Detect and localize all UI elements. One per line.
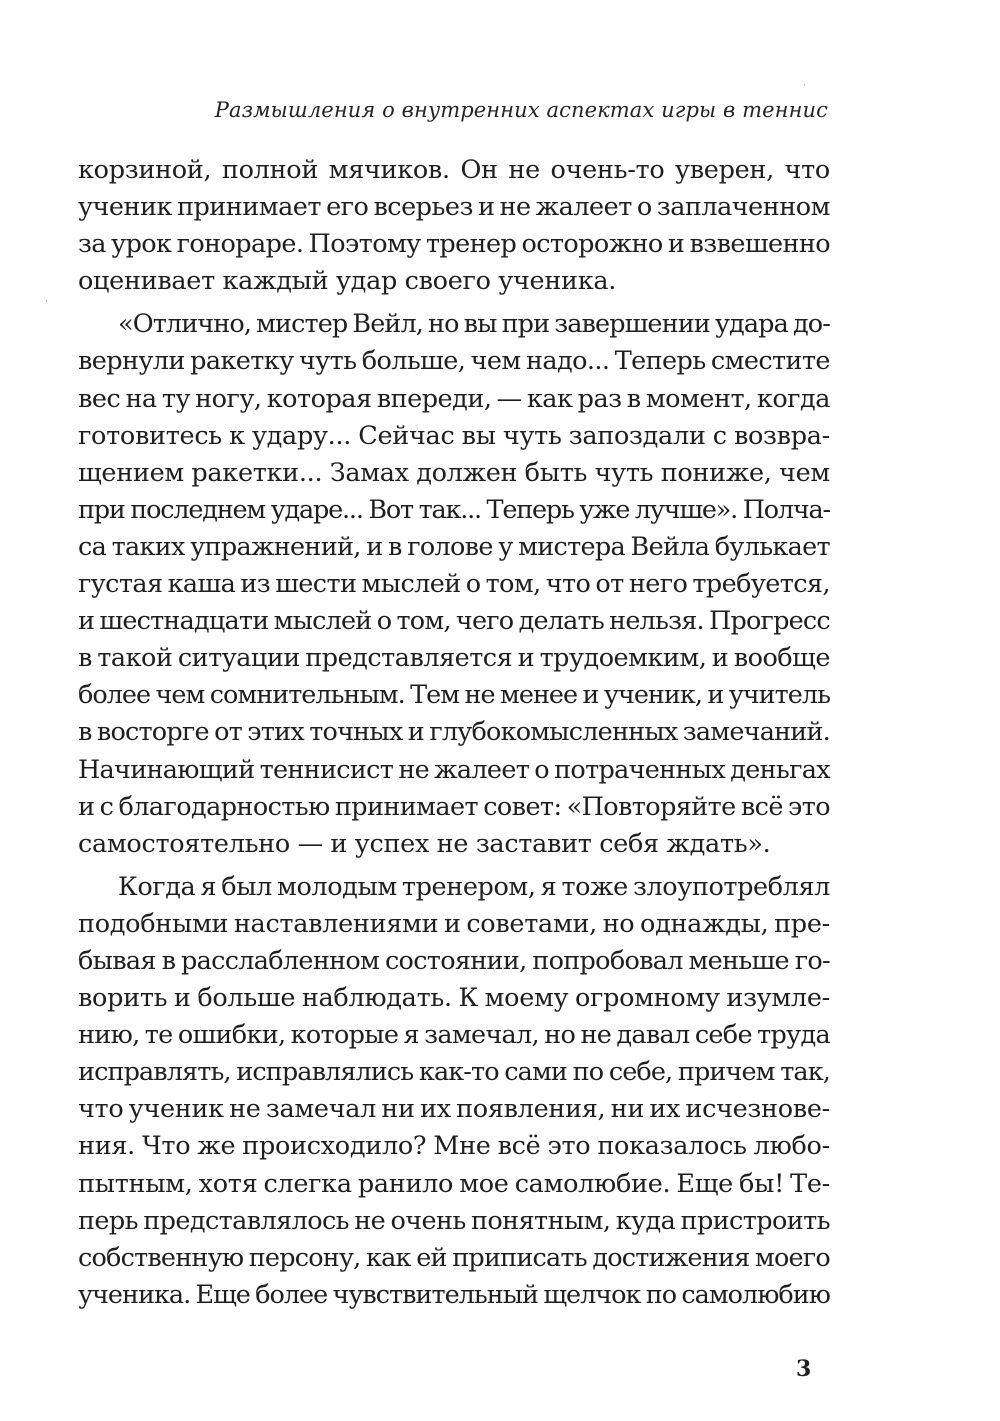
word: пытным, [78, 1168, 193, 1199]
word: него [628, 569, 688, 600]
word: по [645, 1279, 677, 1310]
word: ранило [357, 1168, 454, 1199]
word: не [436, 828, 469, 859]
word: ту [161, 383, 190, 414]
word: более [78, 680, 151, 711]
word: чем [779, 457, 830, 488]
word: — [496, 383, 522, 414]
text-line [78, 566, 830, 603]
word: ученик, [603, 680, 702, 711]
word: Он [460, 155, 498, 185]
word: ученик [128, 1094, 224, 1125]
text-line [78, 306, 830, 343]
word: о [465, 569, 481, 600]
text-line [78, 1277, 830, 1314]
word: ученика. [78, 1279, 191, 1310]
word: чего [455, 606, 514, 637]
word: подобными [78, 908, 229, 939]
text-line [78, 752, 830, 789]
word: бывая [78, 945, 156, 976]
word: мыслей [361, 569, 461, 600]
word: из [240, 569, 271, 600]
word: уверен, [675, 155, 774, 185]
word: Мне [433, 1131, 491, 1162]
word: шести [275, 569, 357, 600]
word: и [477, 192, 495, 223]
word: по [572, 1057, 604, 1088]
word: упражнений, [190, 531, 361, 562]
text-line [78, 1017, 830, 1054]
word: но [544, 1020, 576, 1051]
page-number: 3 [796, 1356, 812, 1382]
word: замечал [265, 1094, 377, 1125]
word: мистер [256, 309, 348, 340]
word: ворить [78, 983, 168, 1014]
word: мячиков. [328, 155, 450, 185]
word: которая [266, 383, 372, 414]
text-line [78, 152, 830, 189]
word: себе [694, 1020, 752, 1051]
running-header: Размышления о внутренних аспектах игры в теннис [214, 98, 828, 122]
word: Прогресс [709, 606, 830, 637]
word: ни [381, 1094, 415, 1125]
word: когда [756, 383, 830, 414]
word: не [398, 754, 429, 785]
word: и [711, 643, 729, 674]
text-line [78, 714, 830, 751]
word: самолюбию [681, 1279, 830, 1310]
word: появления, [456, 1094, 606, 1125]
word: Сейчас [358, 420, 455, 451]
text-line [78, 418, 830, 455]
word: перь [78, 1205, 138, 1236]
word: с [99, 791, 114, 822]
word: принимает [334, 791, 479, 822]
word: Вейла [630, 531, 710, 562]
word: ния. [78, 1131, 135, 1162]
text-line [78, 640, 830, 677]
word: их [420, 1094, 451, 1125]
word: исправлялись [236, 1057, 414, 1088]
word: показалось [597, 1131, 747, 1162]
word: очень-то [550, 155, 665, 185]
word: представляется [305, 643, 513, 674]
word: но [428, 309, 459, 340]
word: не [229, 1094, 261, 1125]
word: булькает [714, 531, 830, 562]
word: удара [714, 309, 788, 340]
word: злоупотреблял [632, 871, 830, 902]
word: с [712, 420, 727, 451]
word: благодарностью [118, 791, 330, 822]
word: приписать [452, 1242, 587, 1273]
word: в [388, 531, 402, 562]
word: такой [97, 643, 173, 674]
text-line [78, 906, 830, 943]
word: и [173, 983, 191, 1014]
word: уже [579, 494, 630, 525]
word: однажды, [640, 908, 769, 939]
text-line [78, 343, 830, 380]
word: ни [610, 1094, 645, 1125]
word: как [366, 1242, 411, 1273]
word: так... [418, 494, 481, 525]
word: моему [484, 983, 569, 1014]
word: расслабленном [180, 945, 380, 976]
word: вес [78, 383, 121, 414]
word: на [125, 383, 157, 414]
word: огромному [574, 983, 720, 1014]
text-line [78, 529, 830, 566]
scan-speck [804, 84, 805, 86]
word: ногу, [195, 383, 262, 414]
word: быть [524, 457, 588, 488]
word: Начинающий [78, 754, 255, 785]
word: его [326, 192, 369, 223]
word: Поэтому [308, 229, 421, 260]
word: я [403, 1020, 419, 1051]
word: исчезнове- [685, 1094, 830, 1125]
word: урок [111, 229, 172, 260]
word: которые [290, 1020, 399, 1051]
word: жалеет [434, 754, 530, 785]
word: в [626, 383, 641, 414]
word: чувствительный [332, 1279, 539, 1310]
word: пре- [774, 908, 830, 939]
word: замечаний. [682, 717, 830, 748]
word: ударе... [270, 494, 363, 525]
word: к [229, 420, 245, 451]
text-line [78, 1240, 830, 1277]
word: что [545, 569, 591, 600]
word: сместите [710, 346, 830, 377]
word: причем [677, 1057, 775, 1088]
word: был [221, 871, 272, 902]
word: те [144, 1020, 173, 1051]
word: вы [463, 309, 497, 340]
word: возвра- [733, 420, 830, 451]
word: Еще [676, 1168, 733, 1199]
word: трудоемким, [539, 643, 707, 674]
word: густая [78, 569, 163, 600]
word: го- [794, 945, 830, 976]
word: ждать». [666, 828, 771, 859]
word: и [517, 643, 535, 674]
word: впереди, [376, 383, 492, 414]
word: ученик [78, 192, 172, 223]
scan-speck [46, 300, 47, 302]
word: и [582, 680, 599, 711]
text-line [78, 869, 830, 906]
text-line [78, 1091, 830, 1128]
word: Теперь [486, 494, 574, 525]
word: вообще [733, 643, 830, 674]
word: изумле- [726, 983, 830, 1014]
word: как [526, 383, 573, 414]
word: за [78, 229, 106, 260]
word: больше, [361, 346, 466, 377]
word: не [508, 155, 540, 185]
text-line [78, 1203, 830, 1240]
word: ракетки... [191, 457, 323, 488]
word: «Повторяйте [566, 791, 736, 822]
word: оценивает [78, 266, 215, 297]
word: том, [396, 606, 451, 637]
word: том, [485, 569, 541, 600]
word: о [534, 754, 549, 785]
text-line [78, 381, 830, 418]
word: наблюдать. [301, 983, 452, 1014]
word: молодым [277, 871, 397, 902]
text-line [78, 980, 830, 1017]
word: щелчок [543, 1279, 641, 1310]
word: ученика. [498, 266, 617, 297]
word: нию, [78, 1020, 140, 1051]
word: вы [461, 420, 496, 451]
word: ситуации [177, 643, 300, 674]
text-line [78, 455, 830, 492]
word: это [788, 791, 830, 822]
word: чем [470, 346, 521, 377]
word: всё [497, 1131, 541, 1162]
word: чем [155, 680, 205, 711]
word: Те- [790, 1168, 830, 1199]
word: больше [197, 983, 296, 1014]
word: бы! [739, 1168, 785, 1199]
word: это [547, 1131, 591, 1162]
word: что [78, 1094, 124, 1125]
word: теннисист [259, 754, 394, 785]
word: от [595, 569, 624, 600]
word: этих [247, 717, 304, 748]
word: сами [504, 1057, 568, 1088]
word: голове [407, 531, 493, 562]
word: собственную [78, 1242, 244, 1273]
word: и [78, 606, 95, 637]
text-line [78, 1128, 830, 1165]
word: К [458, 983, 478, 1014]
word: надо... [526, 346, 610, 377]
word: пониже, [660, 457, 772, 488]
word: меньше [688, 945, 789, 976]
word: учитель [728, 680, 830, 711]
word: гонораре. [176, 229, 304, 260]
word: Теперь [614, 346, 706, 377]
word: себя [599, 828, 659, 859]
word: что [784, 155, 830, 185]
word: наставлениями [233, 908, 439, 939]
word: как-то [418, 1057, 499, 1088]
word: тренером, [401, 871, 536, 902]
word: требуется, [692, 569, 830, 600]
word: чуть [298, 346, 357, 377]
word: ошибки, [177, 1020, 286, 1051]
word: в [78, 643, 92, 674]
word: точных [309, 717, 403, 748]
word: Вейл, [352, 309, 423, 340]
word: состоянии, [384, 945, 527, 976]
word: сомнительным. [209, 680, 405, 711]
word: удар [335, 266, 397, 297]
word: самостоятельно [78, 828, 290, 859]
word: завершении [554, 309, 710, 340]
word: момент, [645, 383, 752, 414]
word: своего [404, 266, 491, 297]
word: «Отлично, [118, 309, 252, 340]
word: глубокомысленных [429, 717, 678, 748]
text-line [78, 263, 830, 300]
word: заставит [475, 828, 592, 859]
word: ей [416, 1242, 447, 1273]
word: давал [616, 1020, 690, 1051]
word: запоздали [568, 420, 706, 451]
word: моего [754, 1242, 830, 1273]
word: совет: [483, 791, 562, 822]
text-line [78, 226, 830, 263]
word: самолюбие. [514, 1168, 671, 1199]
text-line [78, 789, 830, 826]
word: щением [78, 457, 184, 488]
word: раз [577, 383, 622, 414]
word: куда [615, 1205, 676, 1236]
word: потраченных [554, 754, 726, 785]
word: и [330, 828, 348, 859]
word: в [78, 717, 92, 748]
word: каша [167, 569, 236, 600]
word: и [707, 680, 724, 711]
word: лучше». [634, 494, 738, 525]
word: мыслей [273, 606, 372, 637]
word: о [376, 606, 392, 637]
word: нельзя. [609, 606, 704, 637]
word: не [354, 1205, 386, 1236]
word: но [602, 908, 635, 939]
text-line [78, 492, 830, 529]
word: любо- [753, 1131, 830, 1162]
word: более [255, 1279, 328, 1310]
word: восторге [96, 717, 209, 748]
word: Замах [329, 457, 409, 488]
word: Вот [368, 494, 413, 525]
word: тоже [561, 871, 628, 902]
word: полной [221, 155, 319, 185]
word: пристроить [680, 1205, 830, 1236]
word: от [214, 717, 242, 748]
word: не [499, 192, 531, 223]
word: жалеет [535, 192, 632, 223]
word: достижения [592, 1242, 750, 1273]
word: успех [354, 828, 430, 859]
word: их [649, 1094, 681, 1125]
word: тренер [425, 229, 517, 260]
word: в [161, 945, 176, 976]
word: я [540, 871, 557, 902]
word: мое [459, 1168, 509, 1199]
word: делать [518, 606, 604, 637]
word: и [78, 791, 95, 822]
body-text [78, 152, 830, 1314]
word: всерьез [373, 192, 473, 223]
word: и [407, 717, 424, 748]
word: персону, [248, 1242, 361, 1273]
word: мистера [518, 531, 626, 562]
text-line [78, 603, 830, 640]
word: осторожно [521, 229, 663, 260]
word: замечал, [424, 1020, 539, 1051]
word: каждый [222, 266, 329, 297]
word: готовитесь [78, 420, 222, 451]
word: у [498, 531, 513, 562]
text-line [78, 1166, 830, 1203]
word: заплаченном [656, 192, 830, 223]
word: так, [780, 1057, 830, 1088]
word: слегка [263, 1168, 352, 1199]
word: попробовал [532, 945, 683, 976]
word: чуть [502, 420, 562, 451]
word: представлялось [143, 1205, 349, 1236]
word: о [636, 192, 652, 223]
word: труда [757, 1020, 830, 1051]
text-line [78, 943, 830, 980]
word: советами, [466, 908, 597, 939]
word: и [667, 229, 685, 260]
word: Тем [410, 680, 460, 711]
word: и [366, 531, 383, 562]
word: Еще [195, 1279, 250, 1310]
word: очень [390, 1205, 466, 1236]
word: же [197, 1131, 236, 1162]
word: не [464, 680, 495, 711]
word: последнем [130, 494, 266, 525]
word: исправлять, [78, 1057, 231, 1088]
word: Полча- [742, 494, 830, 525]
text-line [78, 826, 830, 863]
word: всё [740, 791, 783, 822]
text-line [78, 1054, 830, 1091]
word: себе, [608, 1057, 673, 1088]
word: понятным, [471, 1205, 611, 1236]
word: вернули [78, 346, 185, 377]
word: деньгах [730, 754, 830, 785]
text-line [78, 189, 830, 226]
word: я [200, 871, 217, 902]
word: таких [111, 531, 185, 562]
word: до- [792, 309, 830, 340]
word: хотя [198, 1168, 258, 1199]
text-line [78, 677, 830, 714]
word: — [297, 828, 323, 859]
word: взвешенно [689, 229, 830, 260]
word: происходило? [242, 1131, 427, 1162]
word: при [78, 494, 125, 525]
word: корзиной, [78, 155, 212, 185]
word: ракетку [190, 346, 294, 377]
word: удару... [251, 420, 352, 451]
word: не [580, 1020, 612, 1051]
word: принимает [176, 192, 321, 223]
word: шестнадцати [99, 606, 269, 637]
word: при [501, 309, 550, 340]
word: менее [500, 680, 578, 711]
word: должен [416, 457, 518, 488]
word: Что [142, 1131, 191, 1162]
word: са [78, 531, 107, 562]
word: Когда [118, 871, 196, 902]
word: и [443, 908, 461, 939]
word: чуть [594, 457, 654, 488]
